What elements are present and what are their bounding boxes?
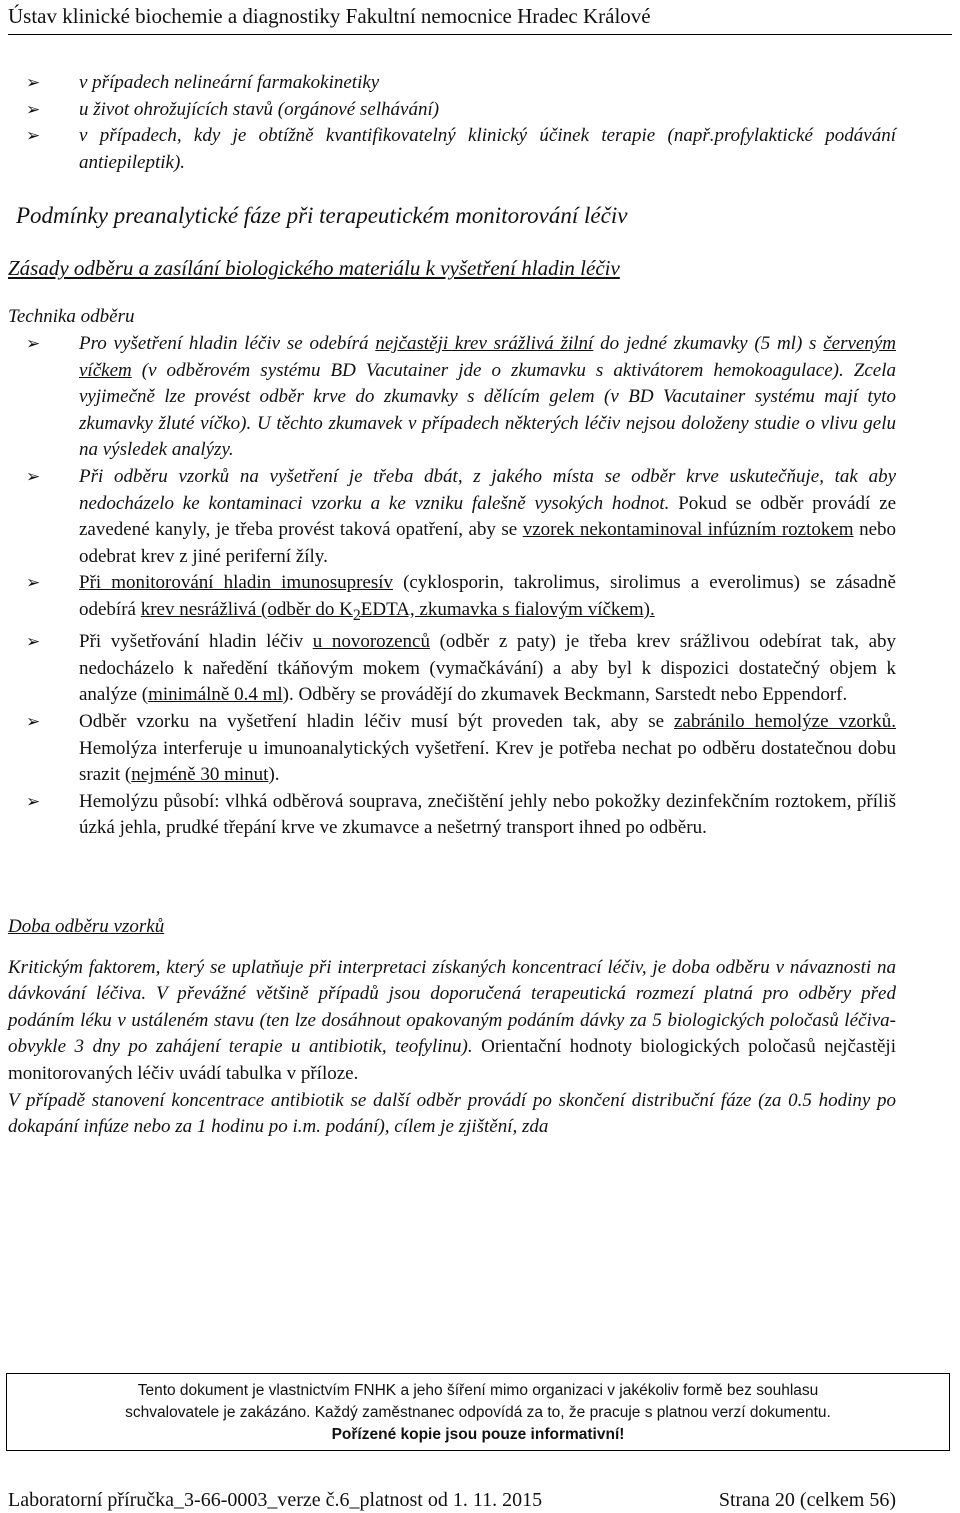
- arrow-bullet-icon: ➢: [26, 466, 41, 487]
- arrow-bullet-icon: ➢: [26, 791, 41, 812]
- header-rule: [8, 34, 952, 35]
- list-item: ➢ Při monitorování hladin imunosupresív (cyklosporin, takrolimus, sirolimus a everolimus) se zásadně odebírá krev nesrážlivá (odběr do $K_2EDTA$, zkumavka s fialovým víčkem).: [26, 572, 896, 624]
- heading-technika-odberu: Technika odběru: [8, 306, 135, 328]
- list-item: ➢ Hemolýzu působí: vlhká odběrová souprava, znečištění jehly nebo pokožky dezinfekčním roztokem, příliš úzká jehla, prudké třepání krve ve zkumavce a nešetrný transport ihned po odběru.: [26, 790, 896, 839]
- list-item: ➢ Odběr vzorku na vyšetření hladin léčiv musí být proveden tak, aby se zabránilo hemolýze vzorků. Hemolýza interferuje u imunoanalytických vyšetření. Krev je potřeba nechat po odběru dostatečnou dobu srazit (nejméně 30 minut).: [26, 711, 896, 786]
- page-content: [8, 70, 896, 1141]
- list-item: ➢ Při vyšetřování hladin léčiv u novorozenců (odběr z paty) je třeba krev srážlivou odebírat tak, aby nedocházelo k naředění tkáňovým mokem (vymačkávání) a aby byl k dispozici dostatečný objem k analýze (minimálně 0.4 ml). Odběry se provádějí do zkumavek Beckmann, Sarstedt nebo Eppendorf.: [26, 631, 896, 706]
- technika-bullet-list: [8, 331, 896, 842]
- page-number: Strana 20 (celkem 56): [718, 1489, 896, 1511]
- notice-line-bold: Pořízené kopie jsou pouze informativní!: [331, 1426, 625, 1443]
- page-footer: [8, 1487, 896, 1513]
- list-item: ➢ v případech nelineární farmakokinetiky: [8, 70, 896, 97]
- arrow-bullet-icon: ➢: [26, 99, 41, 120]
- copyright-notice-box: [6, 1373, 950, 1451]
- list-item: ➢ v případech, kdy je obtížně kvantifikovatelný klinický účinek terapie (např.profylaktické podávání antiepileptik).: [26, 125, 896, 173]
- list-item: ➢ Pro vyšetření hladin léčiv se odebírá nejčastěji krev srážlivá žilní do jedné zkumavky (5 ml) s červeným víčkem (v odběrovém systému BD Vacutainer jde o zkumavku s aktivátorem hemokoagulace). Zcela vyjimečně lze provést odběr krve do zkumavky s dělícím gelem (v BD Vacutainer systému mají tyto zkumavky žluté víčko). U těchto zkumavek v případech některých léčiv nejsou doloženy studie o vlivu gelu na výsledek analýzy.: [26, 332, 897, 461]
- notice-line: Tento dokument je vlastnictvím FNHK a jeho šíření mimo organizaci v jakékoliv formě bez souhlasu: [137, 1382, 819, 1399]
- document-version: Laboratorní příručka_3-66-0003_verze č.6_platnost od 1. 11. 2015: [8, 1489, 543, 1511]
- arrow-bullet-icon: ➢: [26, 712, 41, 733]
- arrow-bullet-icon: ➢: [26, 73, 41, 93]
- list-item: ➢ Při odběru vzorků na vyšetření je třeba dbát, z jakého místa se odběr krve uskutečňuje, tak aby nedocházelo ke kontaminaci vzorku a ke vzniku falešně vysokých hodnot. Pokud se odběr provádí ze zavedené kanyly, je třeba provést taková opatření, aby se vzorek nekontaminoval infúzním roztokem nebo odebrat krev z jiné periferní žíly.: [26, 465, 897, 567]
- section-heading-preanalytic: Podmínky preanalytické fáze při terapeutickém monitorování léčiv: [16, 203, 628, 229]
- list-item: ➢ u život ohrožujících stavů (orgánové selhávání): [8, 97, 896, 124]
- arrow-bullet-icon: ➢: [26, 333, 41, 354]
- subheading-sampling-rules: Zásady odběru a zasílání biologického materiálu k vyšetření hladin léčiv: [8, 256, 620, 281]
- paragraph-doba-1: Kritickým faktorem, který se uplatňuje při interpretaci získaných koncentrací léčiv, je doba odběru v návaznosti na dávkování léčiva. V převážné většině případů jsou doporučená terapeutická rozmezí platná pro odběry před podáním léku v ustáleném stavu (ten lze dosáhnout opakovaným podáním dávky za 5 biologických poločasů léčiva- obvykle 3 dny po zahájení terapie u antibiotik, teofylinu). Orientační hodnoty biologických poločasů nejčastěji monitorovaných léčiv uvádí tabulka v příloze.: [8, 956, 896, 1085]
- document-header: Ústav klinické biochemie a diagnostiky Fakultní nemocnice Hradec Králové: [8, 4, 651, 28]
- top-bullet-list: [8, 70, 896, 176]
- heading-doba-odberu: Doba odběru vzorků: [8, 916, 165, 938]
- arrow-bullet-icon: ➢: [26, 632, 41, 653]
- notice-line: schvalovatele je zakázáno. Každý zaměstnanec odpovídá za to, že pracuje s platnou verzí dokumentu.: [125, 1404, 831, 1421]
- arrow-bullet-icon: ➢: [26, 126, 41, 147]
- paragraph-doba-2: V případě stanovení koncentrace antibiotik se další odběr provádí po skončení distribuční fáze (za 0.5 hodiny po dokapání infúze nebo za 1 hodinu po i.m. podání), cílem je zjištění, zda: [8, 1089, 896, 1138]
- arrow-bullet-icon: ➢: [26, 573, 41, 594]
